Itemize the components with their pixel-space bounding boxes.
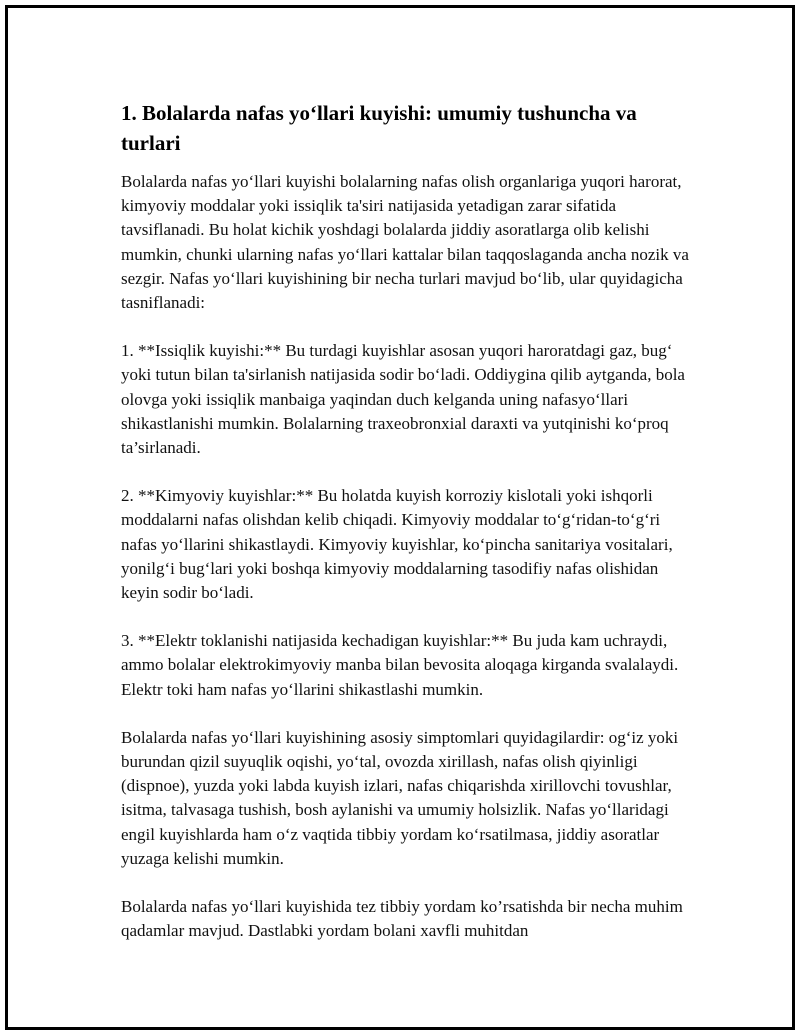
page-frame	[5, 5, 795, 1030]
list-item-thermal-burn: 1. **Issiqlik kuyishi:** Bu turdagi kuyishlar asosan yuqori haroratdagi gaz, bug‘ yoki tutun bilan ta'sirlanish natijasida sodir bo‘ladi. Oddiygina qilib aytganda, bola olovga yoki issiqlik manbaiga yaqindan duch kelganda uning nafasyo‘llari shikastlanishi mumkin. Bolalarning traxeobronxial daraxti va yutqinishi ko‘proq ta’sirlanadi.	[121, 341, 685, 458]
list-item-chemical-burn: 2. **Kimyoviy kuyishlar:** Bu holatda kuyish korroziy kislotali yoki ishqorli moddalarni nafas olishdan kelib chiqadi. Kimyoviy moddalar to‘g‘ridan-to‘g‘ri nafas yo‘llarini shikastlaydi. Kimyoviy kuyishlar, ko‘pincha sanitariya vositalari, yonilg‘i bug‘lari yoki boshqa kimyoviy moddalarning tasodifiy nafas olishidan keyin sodir bo‘ladi.	[121, 486, 673, 603]
section-heading: 1. Bolalarda nafas yo‘llari kuyishi: umumiy tushuncha va turlari	[121, 101, 637, 155]
intro-paragraph: Bolalarda nafas yo‘llari kuyishi bolalarning nafas olish organlariga yuqori harorat, kimyoviy moddalar yoki issiqlik ta'siri natijasida yetadigan zarar sifatida tavsiflanadi. Bu holat kichik yoshdagi bolalarda jiddiy asoratlarga olib kelishi mumkin, chunki ularning nafas yo‘llari kattalar bilan taqqoslaganda ancha nozik va sezgir. Nafas yo‘llari kuyishining bir necha turlari mavjud bo‘lib, ular quyidagicha tasniflanadi:	[121, 172, 689, 313]
symptoms-paragraph: Bolalarda nafas yo‘llari kuyishining asosiy simptomlari quyidagilardir: og‘iz yoki burundan qizil suyuqlik oqishi, yo‘tal, ovozda xirillash, nafas olish qiyinligi (dispnoe), yuzda yoki labda kuyish izlari, nafas chiqarishda xirillovchi tovushlar, isitma, talvasaga tushish, bosh aylanishi va umumiy holsizlik. Nafas yo‘llaridagi engil kuyishlarda ham o‘z vaqtida tibbiy yordam ko‘rsatilmasa, jiddiy asoratlar yuzaga kelishi mumkin.	[121, 727, 679, 868]
list-item-electrical-burn: 3. **Elektr toklanishi natijasida kechadigan kuyishlar:** Bu juda kam uchraydi, ammo bolalar elektrokimyoviy manba bilan bevosita aloqaga kirganda svalalaydi. Elektr toki ham nafas yo‘llarini shikastlashi mumkin.	[121, 631, 679, 699]
first-aid-paragraph: Bolalarda nafas yo‘llari kuyishida tez tibbiy yordam ko’rsatishda bir necha muhim qadamlar mavjud. Dastlabki yordam bolani xavfli muhitdan	[121, 897, 683, 941]
document-body	[121, 98, 696, 967]
